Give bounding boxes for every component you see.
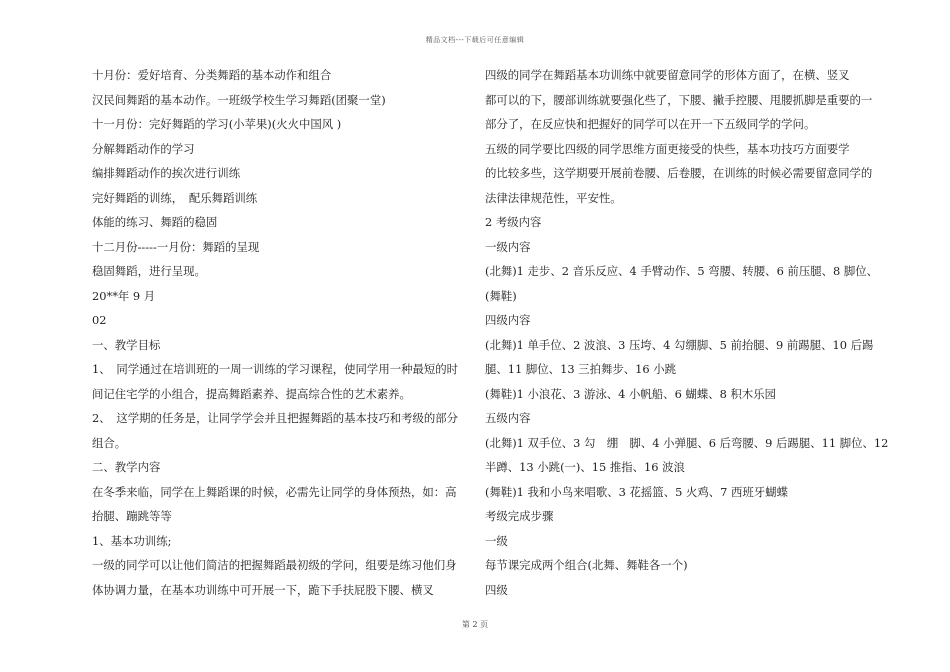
text-line: (北舞)1 双手位、3 勾 绷 脚、4 小弹腿、6 后弯腰、9 后踢腿、11 脚位、12 [485, 435, 889, 450]
text-line: 的比较多些，这学期要开展前卷腰、后卷腰，在训练的时候必需要留意同学的 [485, 166, 873, 180]
text-line: 都可以的下，腰部训练就要强化些了，下腰、撇手控腰、甩腰抓脚是重要的一 [485, 92, 873, 107]
section-heading: 一、教学目标 [92, 337, 161, 352]
level-heading: 四级 [485, 582, 508, 597]
section-number: 02 [92, 313, 107, 327]
page-header: 精品文档---下载后可任意编辑 [425, 36, 525, 44]
level-heading: 一级 [485, 533, 508, 548]
subsection-heading: 考级完成步骤 [485, 509, 554, 523]
text-line: 抬腿、蹦跳等等 [92, 509, 172, 523]
text-line: 十二月份-----一月份：舞蹈的呈现 [92, 239, 260, 254]
date-line: 20**年 9 月 [92, 288, 156, 303]
level-heading: 一级内容 [485, 239, 531, 254]
text-line: (舞鞋)1 小浪花、3 游泳、4 小帆船、6 蝴蝶、8 积木乐园 [485, 386, 777, 401]
text-line: 1、 同学通过在培训班的一周一训练的学习课程，使同学用一种最短的时 [92, 362, 459, 376]
right-text-column [485, 63, 889, 602]
text-line: 组合。 [92, 435, 127, 450]
text-line: 半蹲、13 小跳(一)、15 推指、16 波浪 [485, 460, 685, 474]
subsection-heading: 1、基本功训练; [92, 533, 172, 548]
text-line: 每节课完成两个组合(北舞、舞鞋各一个) [485, 558, 688, 572]
subsection-heading: 2 考级内容 [485, 215, 542, 229]
text-line: (北舞)1 单手位、2 波浪、3 压垮、4 勾绷脚、5 前抬腿、9 前踢腿、10 后踢 [485, 337, 874, 352]
text-line: 腿、11 脚位、13 三拍舞步、16 小跳 [485, 362, 677, 376]
text-line: 2、 这学期的任务是，让同学学会并且把握舞蹈的基本技巧和考级的部分 [92, 411, 459, 425]
text-line: 汉民间舞蹈的基本动作。一班级学校生学习舞蹈(团聚一堂) [92, 92, 386, 107]
text-line: 体协调力量，在基本功训练中可开展一下，跪下手扶屁股下腰、横叉 [92, 582, 434, 597]
page-number: 第 2 页 [461, 620, 489, 629]
text-line: 编排舞蹈动作的挨次进行训练 [92, 166, 241, 180]
text-line: (北舞)1 走步、2 音乐反应、4 手臂动作、5 弯腰、转腰、6 前压腿、8 脚位、 [485, 264, 879, 278]
text-line: 五级的同学要比四级的同学思维方面更接受的快些，基本功技巧方面要学 [485, 141, 850, 156]
text-line: 一级的同学可以让他们简洁的把握舞蹈最初级的学问，组要是练习他们身 [92, 558, 457, 572]
text-line: 四级的同学在舞蹈基本功训练中就要留意同学的形体方面了，在横、竖叉 [485, 68, 850, 82]
text-line: 在冬季来临，同学在上舞蹈课的时候，必需先让同学的身体预热，如：高 [92, 484, 457, 499]
text-line: 间记住宅学的小组合，提高舞蹈素养、提高综合性的艺术素养。 [92, 386, 411, 401]
text-line: 分解舞蹈动作的学习 [92, 141, 195, 156]
text-line: (舞鞋) [485, 288, 517, 303]
section-heading: 二、教学内容 [92, 460, 161, 474]
level-heading: 四级内容 [485, 313, 531, 327]
left-text-column [92, 63, 462, 602]
text-line: 十月份：爱好培育、分类舞蹈的基本动作和组合 [92, 68, 332, 82]
text-line: (舞鞋)1 我和小鸟来唱歌、3 花摇篮、5 火鸡、7 西班牙蝴蝶 [485, 484, 788, 499]
text-line: 稳固舞蹈，进行呈现。 [92, 264, 206, 278]
text-line: 完好舞蹈的训练， 配乐舞蹈训练 [92, 190, 258, 205]
text-line: 体能的练习、舞蹈的稳固 [92, 215, 218, 229]
text-line: 十一月份：完好舞蹈的学习(小苹果)(火火中国风 ) [92, 117, 342, 131]
text-line: 法律法律规范性，平安性。 [485, 190, 622, 205]
level-heading: 五级内容 [485, 411, 531, 425]
text-line: 部分了，在反应快和把握好的同学可以在开一下五级同学的学问。 [485, 117, 816, 131]
